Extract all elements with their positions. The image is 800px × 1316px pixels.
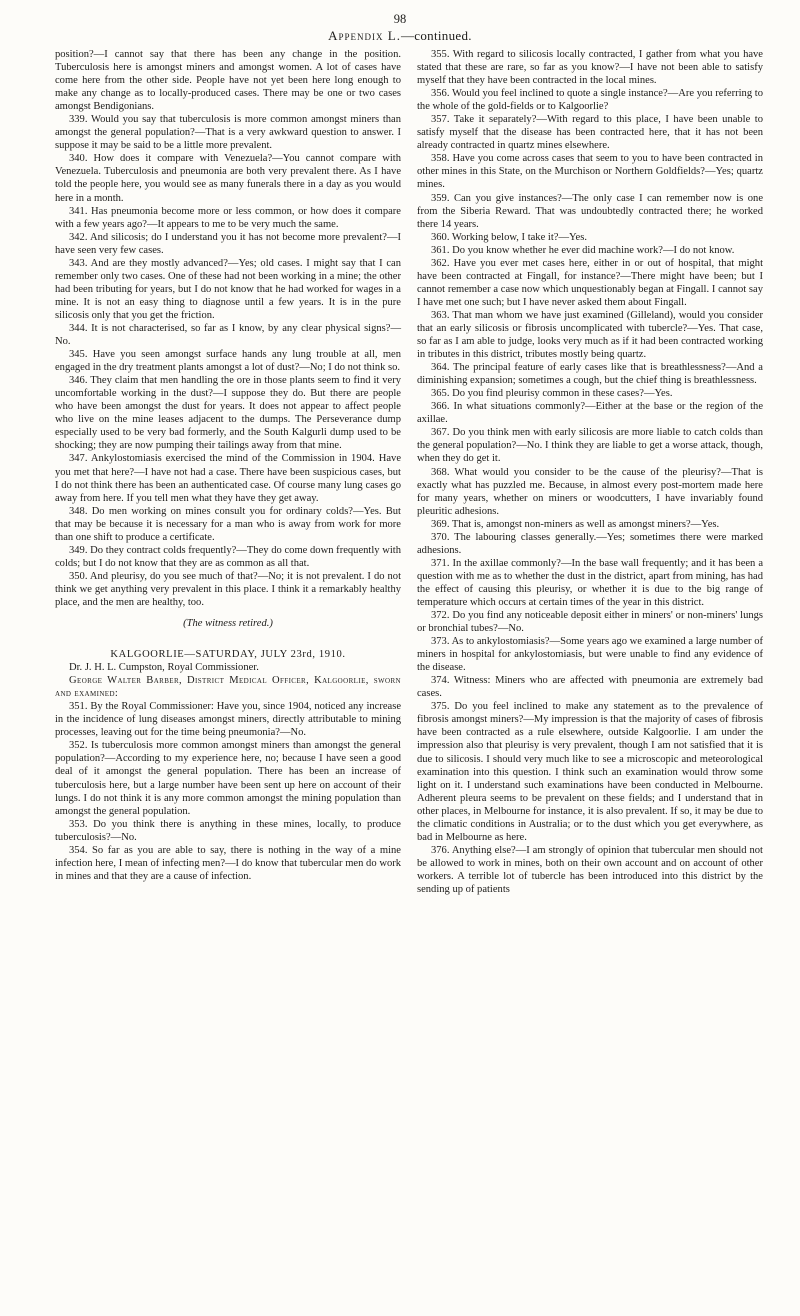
paragraph: 353. Do you think there is anything in these mines, locally, to produce tuberculosis?—No. <box>55 818 401 843</box>
paragraph: 368. What would you consider to be the cause of the pleurisy?—That is exactly what has puzzled me. Because, in almost every post-mortem made here for many years, whether on miners or woodcutters, I have invariably found pleuritic adhesions. <box>417 466 763 517</box>
paragraph: 357. Take it separately?—With regard to this place, I have been unable to satisfy myself that the disease has been contracted here, that it has not been already contracted in quartz mines elsewhere. <box>417 114 763 152</box>
paragraph: 365. Do you find pleurisy common in these cases?—Yes. <box>431 388 673 400</box>
paragraph: position?—I cannot say that there has been any change in the position. Tuberculosis here is amongst miners and amongst women. A lot of cases have come here from the other side. People have not yet been here long enough to make any change as to locally-produced cases. There may be one or two cases amongst Bendigonians. <box>55 49 401 113</box>
paragraph: 371. In the axillae commonly?—In the base wall frequently; and it has been a question with me as to whether the dust in the district, apart from mining, has had the effect of causing this pleurisy, or whether it is due to the big range of temperature which occurs at certain times of the year in this district. <box>417 557 763 608</box>
paragraph: 374. Witness: Miners who are affected with pneumonia are extremely bad cases. <box>417 675 763 700</box>
paragraph: 363. That man whom we have just examined (Gilleland), would you consider that an early silicosis or fibrosis uncomplicated with tubercle?—Yes. That case, so far as I am able to judge, looks very much as if it had been contracted working in tributes in this district, tributes mostly being quartz. <box>417 309 763 361</box>
paragraph: 345. Have you seen amongst surface hands any lung trouble at all, men engaged in the dry treatment plants amongst a lot of dust?—No; I do not think so. <box>55 349 401 374</box>
paragraph: 376. Anything else?—I am strongly of opinion that tubercular men should not be allowed to work in mines, both on their own account and on account of other workers. A terrible lot of tubercle has been introduced into this district by the sending up of patients <box>417 844 763 895</box>
paragraph: 343. And are they mostly advanced?—Yes; old cases. I might say that I can remember only two cases. One of these had not been working in a mine; the other had been tributing for years, but I do not know that he had worked for wages in a mine. It is not an easy thing to diagnose until a few years. It is in the pure silicosis only that you get the friction. <box>55 257 401 321</box>
paragraph: 372. Do you find any noticeable deposit either in miners' or non-miners' lungs or bronchial tubes?—No. <box>417 610 763 635</box>
paragraph: 360. Working below, I take it?—Yes. <box>431 231 587 243</box>
page-number: 98 <box>393 12 407 26</box>
paragraph: 344. It is not characterised, so far as I know, by any clear physical signs?—No. <box>55 322 401 348</box>
left-column <box>55 48 401 883</box>
paragraph: 355. With regard to silicosis locally contracted, I gather from what you have stated that these are rare, so far as you know?—I have not been able to satisfy myself that they have been contracted in the local mines. <box>417 49 763 87</box>
paragraph: 366. In what situations commonly?—Either at the base or the region of the axillae. <box>417 401 763 426</box>
session-heading: KALGOORLIE—SATURDAY, JULY 23rd, 1910. <box>110 649 346 661</box>
paragraph: 358. Have you come across cases that seem to you to have been contracted in other mines in this State, on the Murchison or Northern Goldfields?—Yes; quartz mines. <box>417 153 763 191</box>
paragraph: 349. Do they contract colds frequently?—They do come down frequently with colds; but I do not know that they are as common as all that. <box>55 544 401 569</box>
paragraph: 361. Do you know whether he ever did machine work?—I do not know. <box>431 244 735 256</box>
running-head <box>0 28 800 44</box>
paragraph: 369. That is, amongst non-miners as well as amongst miners?—Yes. <box>431 518 720 530</box>
witness-retired-note: (The witness retired.) <box>183 618 273 630</box>
paragraph: 370. The labouring classes generally.—Yes; sometimes there were marked adhesions. <box>417 531 763 556</box>
paragraph: 350. And pleurisy, do you see much of that?—No; it is not prevalent. I do not think we get anything very prevalent in this place. I think it a remarkably healthy place, and the men are healthy, too. <box>55 570 401 608</box>
paragraph: 364. The principal feature of early cases like that is breathlessness?—And a diminishing expansion; sometimes a cough, but the chief thing is breathlessness. <box>417 362 763 387</box>
paragraph: 351. By the Royal Commissioner: Have you, since 1904, noticed any increase in the incidence of lung diseases amongst miners, directly attributable to mining processes, leaving out for the time being pneumonia?—No. <box>55 701 401 739</box>
appendix-label: Appendix L. <box>328 28 401 43</box>
paragraph: 339. Would you say that tuberculosis is more common amongst miners than amongst the general population?—That is a very awkward question to answer. I suppose it may be said to be a little more prevalent. <box>55 114 401 152</box>
witness-line: George Walter Barber, District Medical Officer, Kalgoorlie, sworn and examined: <box>55 675 401 700</box>
paragraph: 340. How does it compare with Venezuela?—You cannot compare with Venezuela. Tuberculosis and pneumonia are both very prevalent there. As I have told the people here, you would see as many funerals there in a day as you would here in a month. <box>55 153 401 204</box>
right-column <box>417 48 763 896</box>
paragraph: 367. Do you think men with early silicosis are more liable to catch colds than the general population?—No. I think they are liable to get a worse attack, though, when they do get it. <box>417 427 763 465</box>
paragraph: 341. Has pneumonia become more or less common, or how does it compare with a few years ago?—It appears to me to be very much the same. <box>55 205 401 230</box>
paragraph: 375. Do you feel inclined to make any statement as to the prevalence of fibrosis amongst miners?—My impression is that the majority of cases of fibrosis have been contracted as a rule elsewhere, outside Kalgoorlie. I am under the impression also that pleurisy is very prevalent, though I am not satisfied that it is due to silicosis. I should very much like to see a microscopic and meteorological examination into this question. I think such an examination would throw some light on it. I understand such examinations have been conducted in Melbourne. Adherent pleura seems to be prevalent on these fields; and I understand that in other places, in Melbourne for instance, it is also prevalent. If so, it may be due to the climatic conditions in Australia; or to the dust which you get everywhere, as bad in Melbourne as here. <box>417 701 763 843</box>
paragraph: 362. Have you ever met cases here, either in or out of hospital, that might have been contracted at Fingall, for instance?—There might have been; but I cannot remember a case now which unquestionably began at Fingall. I cannot say I have met one such; but I have never asked them about Fingall. <box>417 257 763 308</box>
commissioner-line: Dr. J. H. L. Cumpston, Royal Commissioner. <box>69 662 259 674</box>
paragraph: 342. And silicosis; do I understand you it has not become more prevalent?—I have seen very few cases. <box>55 231 401 256</box>
continued-label: —continued. <box>401 28 472 43</box>
paragraph: 352. Is tuberculosis more common amongst miners than amongst the general population?—According to my experience here, no; because I have seen a good deal of it amongst the general population. There has been an increase of tuberculosis here, but a large number have been sent up here on account of their lungs. I do not think it is any more common amongst the mining population than amongst the general population. <box>55 740 401 817</box>
paragraph: 373. As to ankylostomiasis?—Some years ago we examined a large number of miners in hospital for ankylostomiasis, but were unable to find any evidence of the disease. <box>417 636 763 674</box>
paragraph: 347. Ankylostomiasis exercised the mind of the Commission in 1904. Have you met that here?—I have not had a case. There have been suspicious cases, but I do not think there has been an authenticated case. Of course many lung cases go away from here. If you tell men what they have they get away. <box>55 453 401 504</box>
paragraph: 348. Do men working on mines consult you for ordinary colds?—Yes. But that may be because it is necessary for a man who is away from work for more than one shift to produce a certificate. <box>55 505 401 543</box>
paragraph: 346. They claim that men handling the ore in those plants seem to find it very uncomfortable working in the dust?—I suppose they do. But there are people who have been amongst the dust for years. It does not appear to affect people who live on the mine leases adjacent to the dumps. The Perseverance dump especially used to be very bad formerly, and the South Kalgurli dump used to be shocking; they are now pumping their tailings away from that mine. <box>55 375 401 452</box>
paragraph: 354. So far as you are able to say, there is nothing in the way of a mine infection here, I mean of infecting men?—I do know that tubercular men do work in mines and that they are a cause of infection. <box>55 844 401 882</box>
paragraph: 359. Can you give instances?—The only case I can remember now is one from the Siberia Reward. That was undoubtedly contracted there; he worked there 14 years. <box>417 192 763 230</box>
paragraph: 356. Would you feel inclined to quote a single instance?—Are you referring to the whole of the gold-fields or to Kalgoorlie? <box>417 88 763 113</box>
